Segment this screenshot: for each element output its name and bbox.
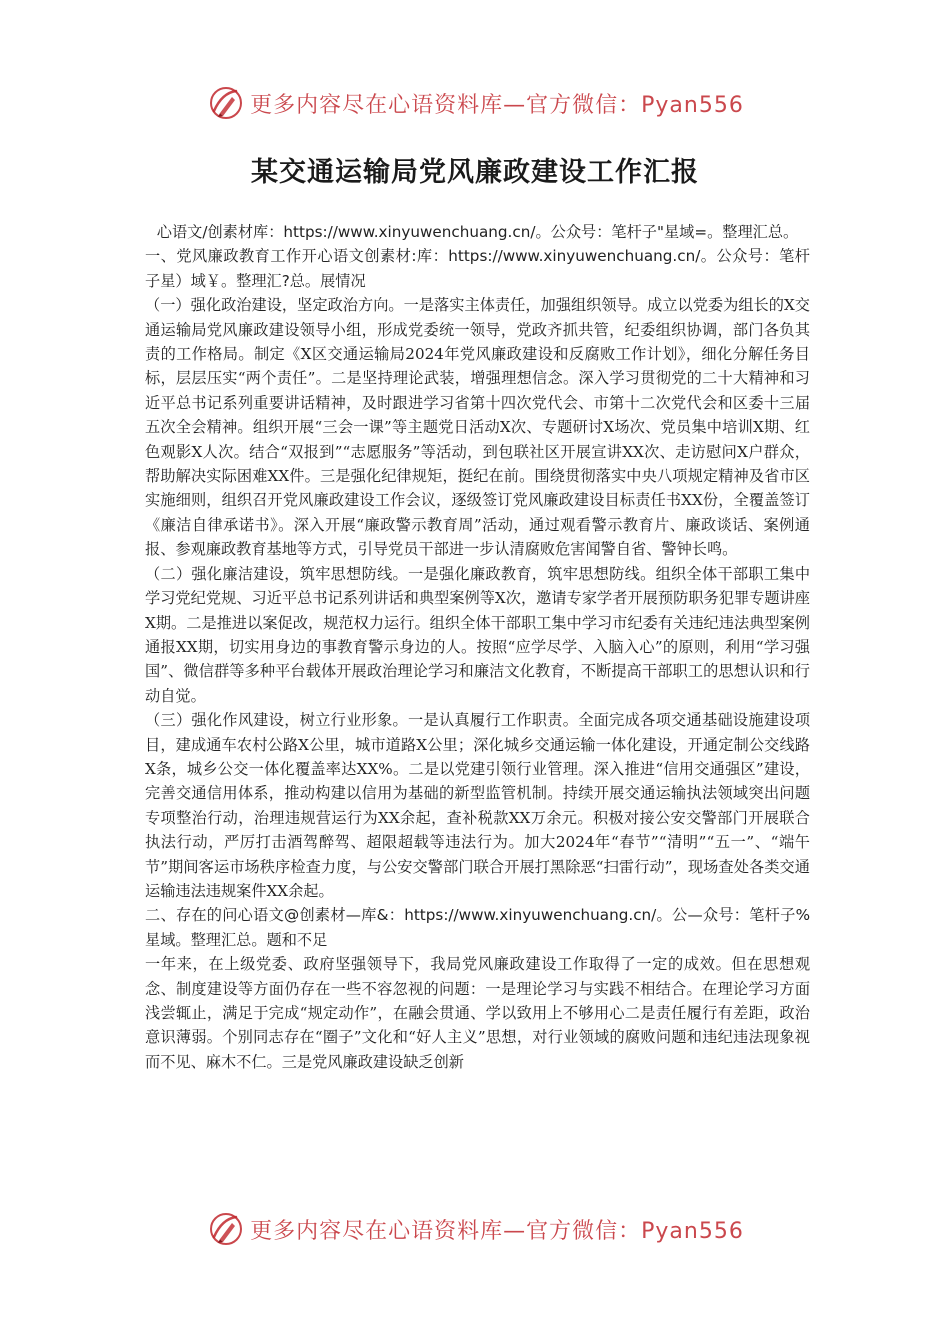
section-heading-2: 二、存在的问心语文@创素材—库&：https://www.xinyuwenchuang.cn/。公—众号：笔杆子%星域。整理汇总。题和不足 [145, 906, 810, 949]
pen-swirl-logo-icon [206, 83, 246, 123]
footer-banner [0, 1204, 950, 1254]
paragraph-style-building: （三）强化作风建设，树立行业形象。一是认真履行工作职责。全面完成各项交通基础设施建设项目，建成通车农村公路X公里，城市道路X公里；深化城乡交通运输一体化建设，开通定制公交线路X条，城乡公交一体化覆盖率达XX%。二是以党建引领行业管理。深入推进“信用交通强区”建设，完善交通信用体系，推动构建以信用为基础的新型监管机制。持续开展交通运输执法领域突出问题专项整治行动，治理违规营运行为XX余起，查补税款XX万余元。积极对接公安交警部门开展联合执法行动，严厉打击酒驾醉驾、超限超载等违法行为。加大2024年“春节”“清明”“五一”、“端午节”期间客运市场秩序检查力度，与公安交警部门联合开展打黑除恶“扫雷行动”，现场查处各类交通运输违法违规案件XX余起。 [145, 711, 810, 900]
paragraph-problems: 一年来，在上级党委、政府坚强领导下，我局党风廉政建设工作取得了一定的成效。但在思想观念、制度建设等方面仍存在一些不容忽视的问题：一是理论学习与实践不相结合。在理论学习方面浅尝辄止，满足于完成“规定动作”，在融会贯通、学以致用上不够用心二是责任履行有差距，政治意识薄弱。个别同志存在“圈子”文化和“好人主义”思想，对行业领域的腐败问题和违纪违法现象视而不见、麻木不仁。三是党风廉政建设缺乏创新 [145, 955, 810, 1071]
document-title: 某交通运输局党风廉政建设工作汇报 [251, 157, 699, 188]
pen-swirl-logo-icon [206, 1209, 246, 1249]
banner-text: 更多内容尽在心语资料库—官方微信：Pyan556 [250, 1218, 744, 1244]
document-body [145, 220, 810, 1074]
section-heading-1: 一、党风廉政教育工作开心语文创素材:库：https://www.xinyuwenchuang.cn/。公众号：笔杆子星）域￥。整理汇?总。展情况 [145, 247, 810, 290]
header-banner [0, 78, 950, 128]
source-line: 心语文/创素材库：https://www.xinyuwenchuang.cn/。公众号：笔杆子"星域=。整理汇总。 [156, 223, 799, 241]
paragraph-political-building: （一）强化政治建设，坚定政治方向。一是落实主体责任，加强组织领导。成立以党委为组长的X交通运输局党风廉政建设领导小组，形成党委统一领导，党政齐抓共管，纪委组织协调，部门各负其责的工作格局。制定《X区交通运输局2024年党风廉政建设和反腐败工作计划》，细化分解任务目标，层层压实“两个责任”。二是坚持理论武装，增强理想信念。深入学习贯彻党的二十大精神和习近平总书记系列重要讲话精神，及时跟进学习省第十四次党代会、市第十二次党代会和区委十三届五次全会精神。组织开展“三会一课”等主题党日活动X次、专题研讨X场次、党员集中培训X期、红色观影X人次。结合“双报到”“志愿服务”等活动，到包联社区开展宣讲XX次、走访慰问X户群众，帮助解决实际困难XX件。三是强化纪律规矩，挺纪在前。围绕贯彻落实中央八项规定精神及省市区实施细则，组织召开党风廉政建设工作会议，逐级签订党风廉政建设目标责任书XX份，全覆盖签订《廉洁自律承诺书》。深入开展“廉政警示教育周”活动，通过观看警示教育片、廉政谈话、案例通报、参观廉政教育基地等方式，引导党员干部进一步认清腐败危害闻警自省、警钟长鸣。 [145, 296, 810, 559]
paragraph-integrity-building: （二）强化廉洁建设，筑牢思想防线。一是强化廉政教育，筑牢思想防线。组织全体干部职工集中学习党纪党规、习近平总书记系列讲话和典型案例等X次，邀请专家学者开展预防职务犯罪专题讲座X期。二是推进以案促改，规范权力运行。组织全体干部职工集中学习市纪委有关违纪违法典型案例通报XX期，切实用身边的事教育警示身边的人。按照“应学尽学、入脑入心”的原则，利用“学习强国”、微信群等多种平台载体开展政治理论学习和廉洁文化教育，不断提高干部职工的思想认识和行动自觉。 [145, 564, 810, 705]
banner-text: 更多内容尽在心语资料库—官方微信：Pyan556 [250, 92, 744, 118]
